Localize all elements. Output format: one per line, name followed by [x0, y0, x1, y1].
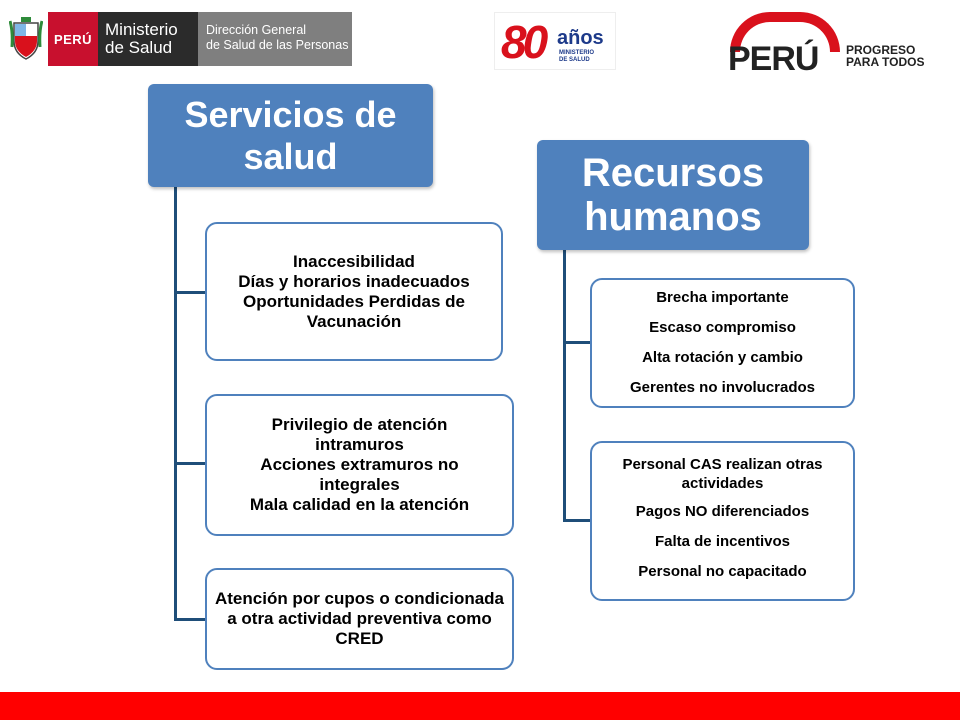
child-line: Privilegio de atención intramuros — [271, 415, 448, 454]
anniversary-subtext-2: DE SALUD — [559, 57, 590, 63]
child-line: Pagos NO diferenciados — [635, 503, 810, 520]
minsa-logo — [4, 12, 352, 66]
anniversary-subtext-1: MINISTERIO — [559, 50, 595, 56]
left-branch-line-2 — [174, 462, 207, 465]
anniversary-logo — [494, 12, 616, 70]
child-line: Atención por cupos o condicionada a otra actividad preventiva como CRED — [214, 589, 505, 648]
peru-word: PERÚ — [728, 40, 819, 78]
child-line: Días y horarios inadecuados — [238, 271, 470, 291]
peru-tagline-1: PROGRESO — [846, 43, 916, 57]
anniversary-subtext — [559, 50, 594, 64]
child-line: Acciones extramuros no integrales — [260, 455, 459, 494]
bottom-red-bar — [0, 692, 960, 720]
child-line: Escaso compromiso — [649, 319, 796, 336]
recursos-humanos-header: Recursos humanos — [537, 140, 809, 250]
child-line: Alta rotación y cambio — [642, 349, 803, 366]
ministry-line-2: de Salud — [105, 38, 173, 57]
servicios-child-box-1 — [205, 222, 503, 361]
recursos-child-box-2 — [590, 441, 855, 601]
left-branch-line-3 — [174, 618, 207, 621]
right-branch-line-2 — [563, 519, 592, 522]
coat-of-arms-icon — [4, 12, 48, 66]
right-trunk-line — [563, 250, 566, 522]
anniversary-word: años — [557, 27, 604, 49]
ministry-line-1: Ministerio — [105, 20, 178, 39]
child-line: Gerentes no involucrados — [629, 379, 816, 396]
servicios-child-box-3 — [205, 568, 514, 670]
peru-tagline-2: PARA TODOS — [846, 55, 925, 69]
peru-label: PERÚ — [48, 12, 98, 66]
child-line: Falta de incentivos — [654, 533, 791, 550]
peru-progreso-logo — [716, 12, 946, 78]
child-line: Brecha importante — [656, 289, 789, 306]
right-branch-line-1 — [563, 341, 592, 344]
servicios-de-salud-header: Servicios de salud — [148, 84, 433, 187]
peru-tagline — [846, 44, 924, 68]
child-line: Mala calidad en la atención — [249, 495, 470, 514]
left-branch-line-1 — [174, 291, 207, 294]
direction-name — [198, 12, 352, 66]
child-line: Oportunidades Perdidas de Vacunación — [243, 291, 465, 331]
recursos-child-box-1 — [590, 278, 855, 408]
child-line: Personal no capacitado — [638, 563, 807, 580]
child-line: Personal CAS realizan otras actividades — [622, 456, 823, 492]
servicios-child-box-2 — [205, 394, 514, 536]
left-trunk-line — [174, 187, 177, 621]
direction-line-2: de Salud de las Personas — [206, 38, 349, 52]
child-line: Inaccesibilidad — [293, 251, 415, 271]
anniversary-number: 80 — [501, 16, 545, 68]
ministry-name — [98, 12, 198, 66]
direction-line-1: Dirección General — [206, 23, 307, 37]
